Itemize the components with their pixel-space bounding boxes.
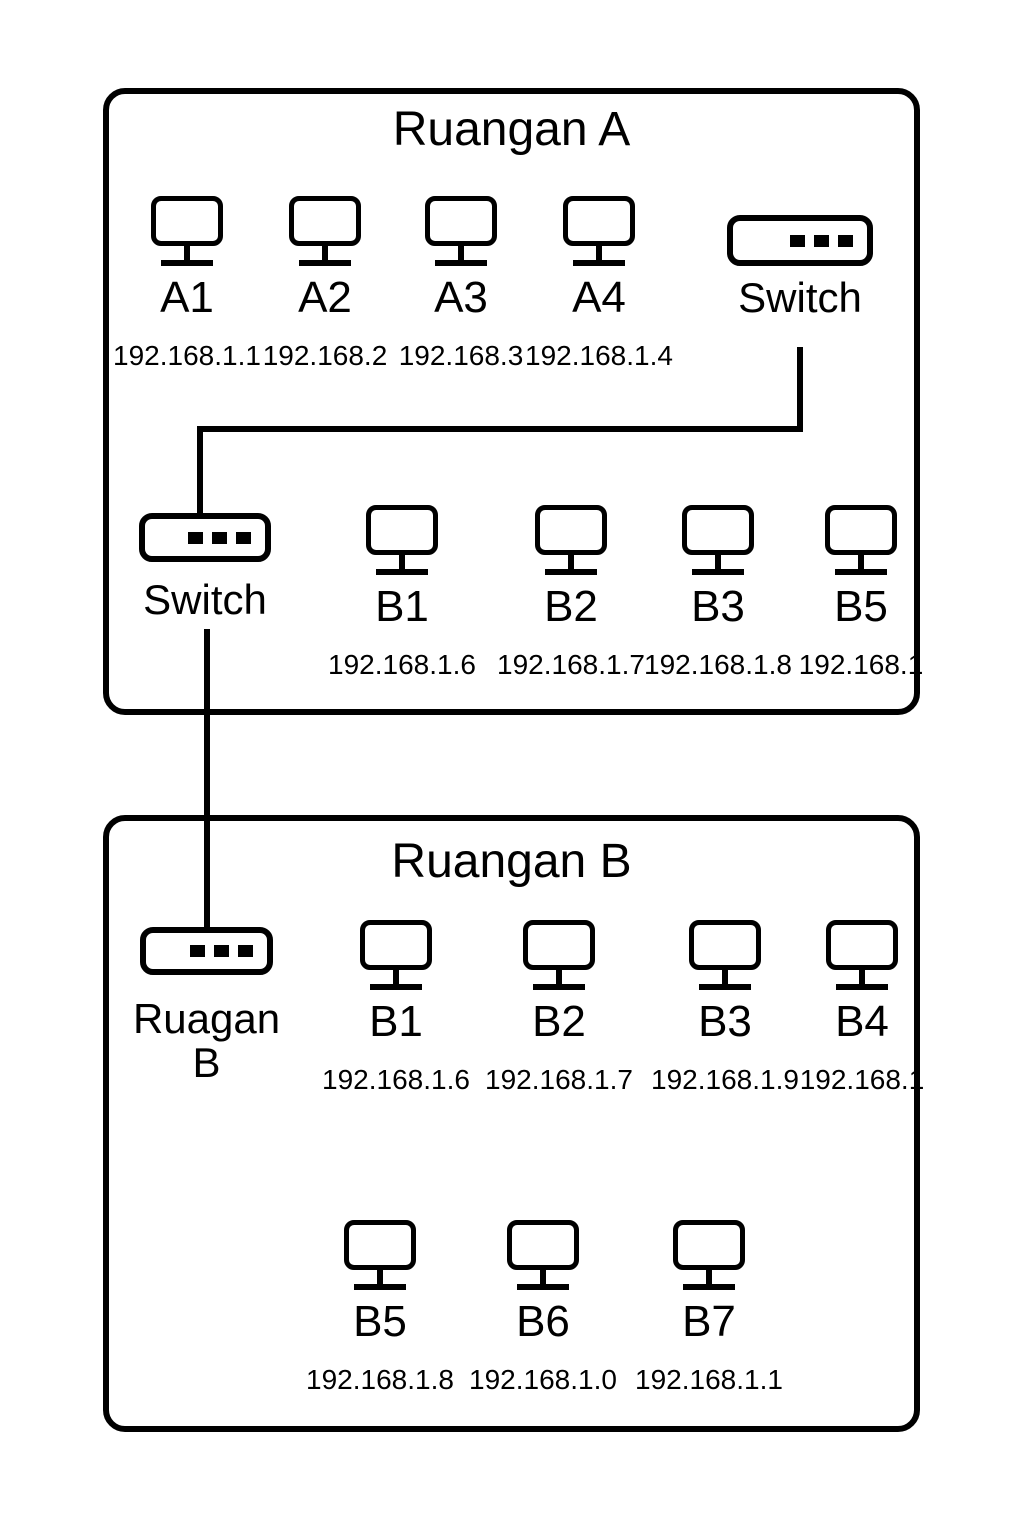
computer-icon [344,1220,416,1289]
connection-line-room-a-to-room-b [204,629,210,927]
switch-icon [727,215,873,266]
computer-label: B5 [834,582,888,631]
switch-label-line2: B [192,1039,221,1087]
computer-label: A1 [160,273,214,322]
switch-port-dot [838,235,853,247]
ip-address: 192.168.2 [262,340,388,371]
switch-port-dot [790,235,805,247]
switch-a-mid [139,513,271,623]
computer-icon [151,196,223,265]
computer-icon [682,505,754,574]
ip-address: 192.168.1.9 [651,1064,799,1095]
computer-label: B1 [375,582,429,631]
computer-b-b6 [458,1220,628,1400]
ip-address: 192.168.3 [398,340,524,371]
ip-address: 192.168.1.1 [635,1364,783,1395]
computer-icon [689,920,761,989]
ip-address: 192.168.1.8 [644,649,792,680]
ip-address: 192.168.1.0 [469,1364,617,1395]
ip-address: 192.168.1.1 [113,340,261,371]
computer-label: B3 [691,582,745,631]
computer-icon [360,920,432,989]
computer-b-b2 [474,920,644,1100]
computer-label: A3 [434,273,488,322]
switch-port-dot [190,945,205,957]
switch-port-dot [236,532,251,544]
computer-icon [563,196,635,265]
computer-label: A2 [298,273,352,322]
switch-a-top [727,215,873,321]
computer-label: B4 [835,997,889,1046]
switch-port-dot [238,945,253,957]
ip-address: 192.168.1.7 [485,1064,633,1095]
computer-b-b5 [295,1220,465,1400]
connection-line-switch-mid-vertical [197,426,203,517]
ruangan-a-title: Ruangan A [392,103,631,156]
switch-label: Switch [738,274,862,321]
switch-port-dot [814,235,829,247]
switch-port-dot [214,945,229,957]
computer-label: A4 [572,273,626,322]
computer-icon [507,1220,579,1289]
computer-b-b7 [624,1220,794,1400]
switch-icon [140,927,273,975]
computer-icon [825,505,897,574]
computer-icon [523,920,595,989]
computer-icon [366,505,438,574]
computer-b-b1 [311,920,481,1100]
switch-icon [139,513,271,562]
computer-label: B6 [516,1297,570,1346]
computer-label: B5 [353,1297,407,1346]
ip-address: 192.168.1.4 [525,340,673,371]
switch-port-dot [212,532,227,544]
computer-icon [425,196,497,265]
computer-icon [826,920,898,989]
computer-icon [673,1220,745,1289]
switch-label-line1: Ruagan [132,995,281,1042]
computer-icon [289,196,361,265]
switch-label [97,997,317,1085]
computer-a-b5 [776,505,946,685]
connection-line-switch-top-vertical [797,347,803,432]
switch-b [132,927,281,1087]
switch-label: Switch [143,576,267,623]
computer-label: B2 [532,997,586,1046]
computer-label: B3 [698,997,752,1046]
ip-address: 192.168.1.6 [322,1064,470,1095]
ruangan-b-title: Ruangan B [391,835,632,888]
computer-a-b2 [486,505,656,685]
ip-address: 192.168.1 [799,1064,925,1095]
computer-b-b4 [777,920,947,1100]
computer-label: B2 [544,582,598,631]
ip-address: 192.168.1.7 [497,649,645,680]
ip-address: 192.168.1 [798,649,924,680]
computer-label: B7 [682,1297,736,1346]
computer-a-b1 [317,505,487,685]
computer-label: B1 [369,997,423,1046]
computer-icon [535,505,607,574]
ip-address: 192.168.1.6 [328,649,476,680]
computer-a4 [514,196,684,376]
switch-port-dot [188,532,203,544]
ip-address: 192.168.1.8 [306,1364,454,1395]
connection-line-horizontal [197,426,803,432]
